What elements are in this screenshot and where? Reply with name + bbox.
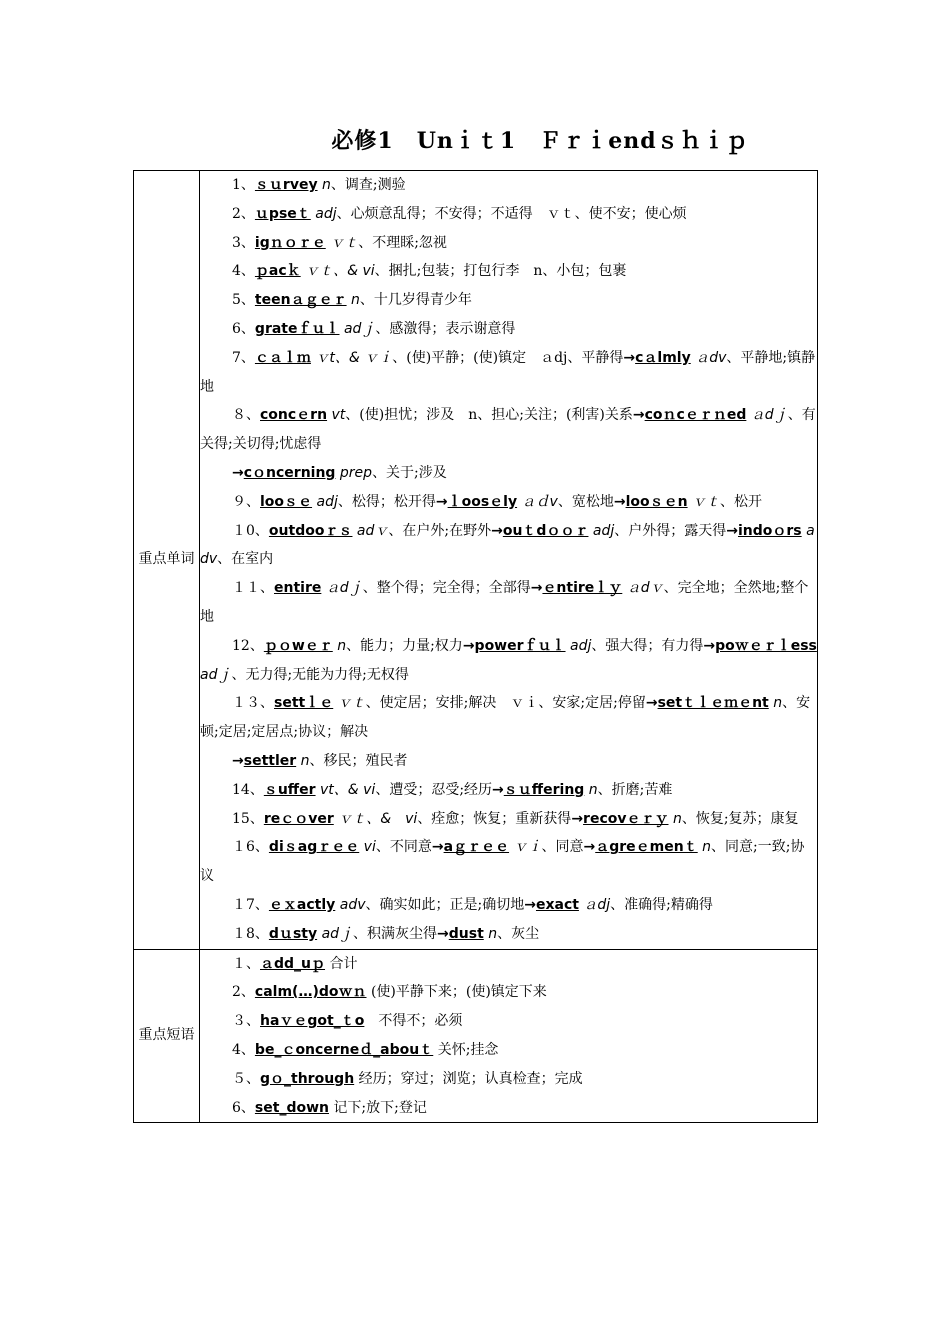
entry-number: ８、	[232, 407, 260, 424]
arrow-icon: →	[462, 637, 475, 654]
part-of-speech: ｖｉ	[513, 839, 542, 856]
arrow-icon: →	[703, 637, 716, 654]
list-item	[200, 776, 817, 805]
part-of-speech: adv	[339, 896, 366, 913]
list-item	[200, 344, 817, 402]
derived-word: ｓｕffering	[503, 781, 585, 798]
word-meaning: 、遭受；忍受;经历	[375, 781, 493, 798]
list-item	[200, 978, 817, 1007]
arrow-icon: →	[435, 493, 448, 510]
phrases-category-cell	[134, 949, 200, 1123]
phrase: calm(…)doｗｎ	[254, 984, 367, 1001]
arrow-icon: →	[232, 752, 244, 769]
part-of-speech: adｊ	[343, 320, 376, 337]
part-of-speech: adj	[592, 522, 615, 539]
part-of-speech: adv	[200, 522, 815, 568]
vocab-word: ｓｕrvey	[254, 177, 318, 193]
arrow-icon: →	[645, 695, 658, 712]
arrow-icon: →	[726, 522, 738, 539]
word-meaning: 、捆扎;包装；打包行李 n、小包；包裹	[374, 263, 627, 280]
word-meaning: 、确实如此；正是;确切地	[365, 896, 525, 913]
entry-number: 6、	[232, 1099, 255, 1116]
vocab-word: ｅｘactly	[268, 896, 336, 913]
vocab-word: ｃａｌｍ	[254, 349, 311, 366]
part-of-speech: ｖt、& ｖｉ	[315, 349, 393, 366]
part-of-speech: adｊ	[321, 925, 354, 942]
entry-number: 7、	[232, 349, 255, 366]
vocab-word: ｕpseｔ	[254, 205, 311, 222]
vocab-word: diｓagｒｅｅ	[268, 839, 360, 856]
word-meaning: 、积满灰尘得	[353, 925, 438, 942]
part-of-speech: n	[351, 292, 360, 309]
arrow-icon: →	[613, 493, 626, 510]
word-meaning: 、(使)平静；(使)镇定 ａdj、平静得	[392, 349, 624, 366]
phrase: ａdd_uｐ	[260, 955, 326, 972]
part-of-speech: ａｄv	[521, 493, 558, 510]
list-item	[200, 171, 817, 200]
word-meaning: 、在户外;在野外	[388, 522, 492, 539]
derived-word: cａlmly	[635, 349, 691, 366]
word-meaning: 、松得；松开得	[337, 493, 436, 510]
phrase: haｖｅgot_ｔo	[260, 1013, 365, 1030]
vocab-word: looｓｅ	[260, 493, 313, 510]
part-of-speech: vi	[363, 839, 376, 856]
vocab-word: concｅrn	[260, 407, 328, 424]
list-item	[200, 833, 817, 891]
phrase: be_ｃoncerneｄ_abouｔ	[254, 1041, 434, 1058]
part-of-speech: ｖｔ	[337, 695, 366, 712]
entry-number: 12、	[232, 637, 264, 654]
word-meaning: 、在室内	[217, 551, 274, 568]
entry-number: 6、	[232, 320, 255, 337]
entry-number: １、	[232, 955, 260, 972]
word-meaning: 、(使)担忧；涉及 n、担心;关注；(利害)关系	[345, 407, 633, 424]
entry-number: ５、	[232, 1070, 260, 1087]
entry-number: 2、	[232, 205, 255, 222]
derived-word: looｓｅn	[625, 493, 688, 510]
word-meaning: 、使定居；安排;解决 ｖｉ	[365, 695, 539, 712]
word-meaning: 、不理睬;忽视	[358, 234, 447, 251]
entry-number: １8、	[232, 925, 269, 942]
list-item	[200, 1094, 817, 1123]
part-of-speech: ｖｔ、& vi	[305, 263, 375, 280]
list-item	[200, 632, 817, 690]
derived-word: cｏncerning	[243, 464, 336, 481]
word-meaning: 、关于;涉及	[372, 464, 447, 481]
part-of-speech: ｖｔ	[330, 234, 359, 251]
phrase: gｏ_through	[260, 1070, 355, 1087]
vocab-word: entire	[274, 580, 322, 597]
part-of-speech: adj	[316, 493, 338, 510]
phrases-category-label: 重点短语	[138, 1027, 195, 1044]
part-of-speech: n	[672, 810, 682, 827]
derived-word: ａgreｅmenｔ	[595, 839, 698, 856]
derived-word: ｅntireｌｙ	[542, 580, 623, 597]
arrow-icon: →	[232, 464, 244, 481]
phrase-meaning: 经历；穿过；浏览；认真检查；完成	[354, 1070, 583, 1087]
part-of-speech: vt	[331, 407, 346, 424]
word-meaning: 、安顿;定居;定居点;协议；解决	[200, 695, 811, 741]
part-of-speech: n	[488, 925, 498, 942]
phrase-meaning: 记下;放下;登记	[328, 1099, 427, 1116]
phrase-meaning: 关怀;挂念	[433, 1041, 499, 1058]
derived-word: ｌoosｅly	[447, 493, 518, 510]
entry-number: 1、	[232, 177, 255, 193]
part-of-speech: ａdj	[583, 896, 611, 913]
vocab-word: ｐacｋ	[254, 263, 301, 280]
vocab-word: teenａｇｅｒ	[254, 292, 347, 309]
list-item	[200, 950, 817, 979]
word-meaning: 、同意;一致;协议	[200, 839, 805, 885]
part-of-speech: ａdｖ	[626, 580, 664, 597]
part-of-speech: n	[588, 781, 598, 798]
words-category-label: 重点单词	[138, 551, 195, 568]
phrases-row	[134, 949, 818, 1123]
word-meaning: 、有关得;关切得;忧虑得	[200, 407, 816, 453]
word-meaning: 、户外得；露天得	[614, 522, 727, 539]
part-of-speech: adｖ	[356, 522, 389, 539]
vocab-word: ｓuffer	[263, 781, 316, 798]
entry-number: 5、	[232, 292, 255, 309]
word-meaning: 、灰尘	[497, 925, 540, 942]
entry-number: １１、	[232, 580, 274, 597]
part-of-speech: ａdｊ	[325, 580, 363, 597]
list-item	[200, 805, 817, 834]
list-item	[200, 257, 817, 286]
list-item	[200, 401, 817, 459]
words-row	[134, 171, 818, 950]
arrow-icon: →	[524, 896, 536, 913]
list-item	[200, 1007, 817, 1036]
word-meaning: 、不同意	[375, 839, 432, 856]
entry-number: 15、	[232, 810, 264, 827]
arrow-icon: →	[491, 522, 503, 539]
part-of-speech: prep	[339, 464, 373, 481]
arrow-icon: →	[530, 580, 543, 597]
part-of-speech: ｖｔ	[692, 493, 721, 510]
vocab-word: dｕsty	[268, 925, 318, 942]
derived-word: powerｆｕｌ	[474, 637, 566, 654]
word-meaning: 、强大得；有力得	[591, 637, 704, 654]
list-item	[200, 1065, 817, 1094]
list-item	[200, 286, 817, 315]
word-meaning: 、同意	[541, 839, 584, 856]
list-item	[200, 1036, 817, 1065]
list-item	[200, 200, 817, 229]
word-meaning: 、十几岁得青少年	[359, 292, 472, 309]
entry-number: 4、	[232, 263, 255, 280]
vocab-word: reｃｏver	[263, 810, 334, 827]
phrases-list	[200, 949, 818, 1123]
entry-number: １0、	[232, 522, 269, 539]
list-item	[200, 459, 817, 488]
phrase-meaning: (使)平静下来；(使)镇定下来	[366, 984, 547, 1001]
entry-number: 4、	[232, 1041, 255, 1058]
part-of-speech: adj	[569, 637, 592, 654]
word-meaning: 、平静地;镇静地	[200, 349, 816, 395]
vocab-word: outdooｒｓ	[268, 522, 353, 539]
words-category-cell	[134, 171, 200, 950]
list-item	[200, 315, 817, 344]
part-of-speech: n	[702, 839, 712, 856]
part-of-speech: adｊ	[200, 666, 232, 683]
page-title: 必修1 Unｉｔ1 Ｆｒｉendｓｈｉｐ	[331, 128, 749, 154]
derived-word: setｔｌｅｍｅnt	[657, 695, 769, 712]
phrase-meaning: 合计	[325, 955, 358, 972]
vocab-table	[133, 170, 818, 1123]
part-of-speech: n	[300, 752, 310, 769]
word-meaning: 、调查;测验	[330, 177, 406, 193]
derived-word: indoｏrs	[738, 522, 802, 539]
vocab-word: igｎｏｒｅ	[254, 234, 326, 251]
arrow-icon: →	[632, 407, 645, 424]
derived-word: settler	[243, 752, 297, 769]
arrow-icon: →	[623, 349, 636, 366]
words-list	[200, 171, 818, 950]
list-item	[200, 689, 817, 747]
part-of-speech: ａdｊ	[750, 407, 788, 424]
list-item	[200, 574, 817, 632]
word-meaning: 、痊愈；恢复；重新获得	[417, 810, 572, 827]
entry-number: 14、	[232, 781, 264, 798]
arrow-icon: →	[492, 781, 504, 798]
entry-number: ３、	[232, 1013, 260, 1030]
arrow-icon: →	[437, 925, 449, 942]
vocab-word: ｐｏwｅｒ	[263, 637, 333, 654]
entry-number: ９、	[232, 493, 260, 510]
derived-word: ouｔdｏｏｒ	[502, 522, 589, 539]
part-of-speech: n	[322, 177, 331, 193]
arrow-icon: →	[583, 839, 596, 856]
derived-word: exact	[535, 896, 579, 913]
part-of-speech: n	[337, 637, 347, 654]
list-item	[200, 488, 817, 517]
part-of-speech: n	[773, 695, 783, 712]
word-meaning: 、移民；殖民者	[309, 752, 408, 769]
word-meaning: 、心烦意乱得；不安得；不适得 ｖｔ、使不安；使心烦	[336, 205, 687, 222]
word-meaning: 、松开	[720, 493, 763, 510]
word-meaning: 、感激得；表示谢意得	[375, 320, 516, 337]
phrase-meaning: 不得不；必须	[364, 1013, 463, 1030]
part-of-speech: ｖｔ、& vi	[338, 810, 418, 827]
list-item	[200, 920, 817, 949]
word-meaning: 、宽松地	[557, 493, 614, 510]
derived-word: dust	[448, 925, 484, 942]
entry-number: １7、	[232, 896, 269, 913]
derived-word: coｎcｅｒｎed	[644, 407, 747, 424]
list-item	[200, 229, 817, 258]
word-meaning: 、完全地；全然地;整个地	[200, 580, 809, 625]
word-meaning: 、安家;定居;停留	[538, 695, 646, 712]
derived-word: recovｅｒｙ	[583, 810, 669, 827]
arrow-icon: →	[431, 839, 444, 856]
derived-word: aｇｒｅｅ	[443, 839, 510, 856]
word-meaning: 、恢复;复苏；康复	[681, 810, 799, 827]
arrow-icon: →	[571, 810, 584, 827]
phrase: set_down	[254, 1099, 329, 1116]
list-item	[200, 747, 817, 776]
word-meaning: 、能力；力量;权力	[346, 637, 463, 654]
word-meaning: 、整个得；完全得；全部得	[362, 580, 531, 597]
derived-word: poｗｅｒｌess	[715, 637, 817, 654]
vocab-word: grateｆｕｌ	[254, 320, 340, 337]
word-meaning: 、准确得;精确得	[610, 896, 713, 913]
word-meaning: 、折磨;苦难	[597, 781, 673, 798]
list-item	[200, 891, 817, 920]
part-of-speech: adj	[315, 205, 337, 222]
entry-number: 3、	[232, 234, 255, 251]
list-item	[200, 517, 817, 575]
part-of-speech: ａdv	[695, 349, 727, 366]
entry-number: １6、	[232, 839, 269, 856]
entry-number: 2、	[232, 984, 255, 1001]
entry-number: １３、	[232, 695, 274, 712]
vocab-word: settｌｅ	[274, 695, 334, 712]
word-meaning: 、无力得;无能为力得;无权得	[231, 666, 409, 683]
part-of-speech: vt、& vi	[320, 781, 376, 798]
